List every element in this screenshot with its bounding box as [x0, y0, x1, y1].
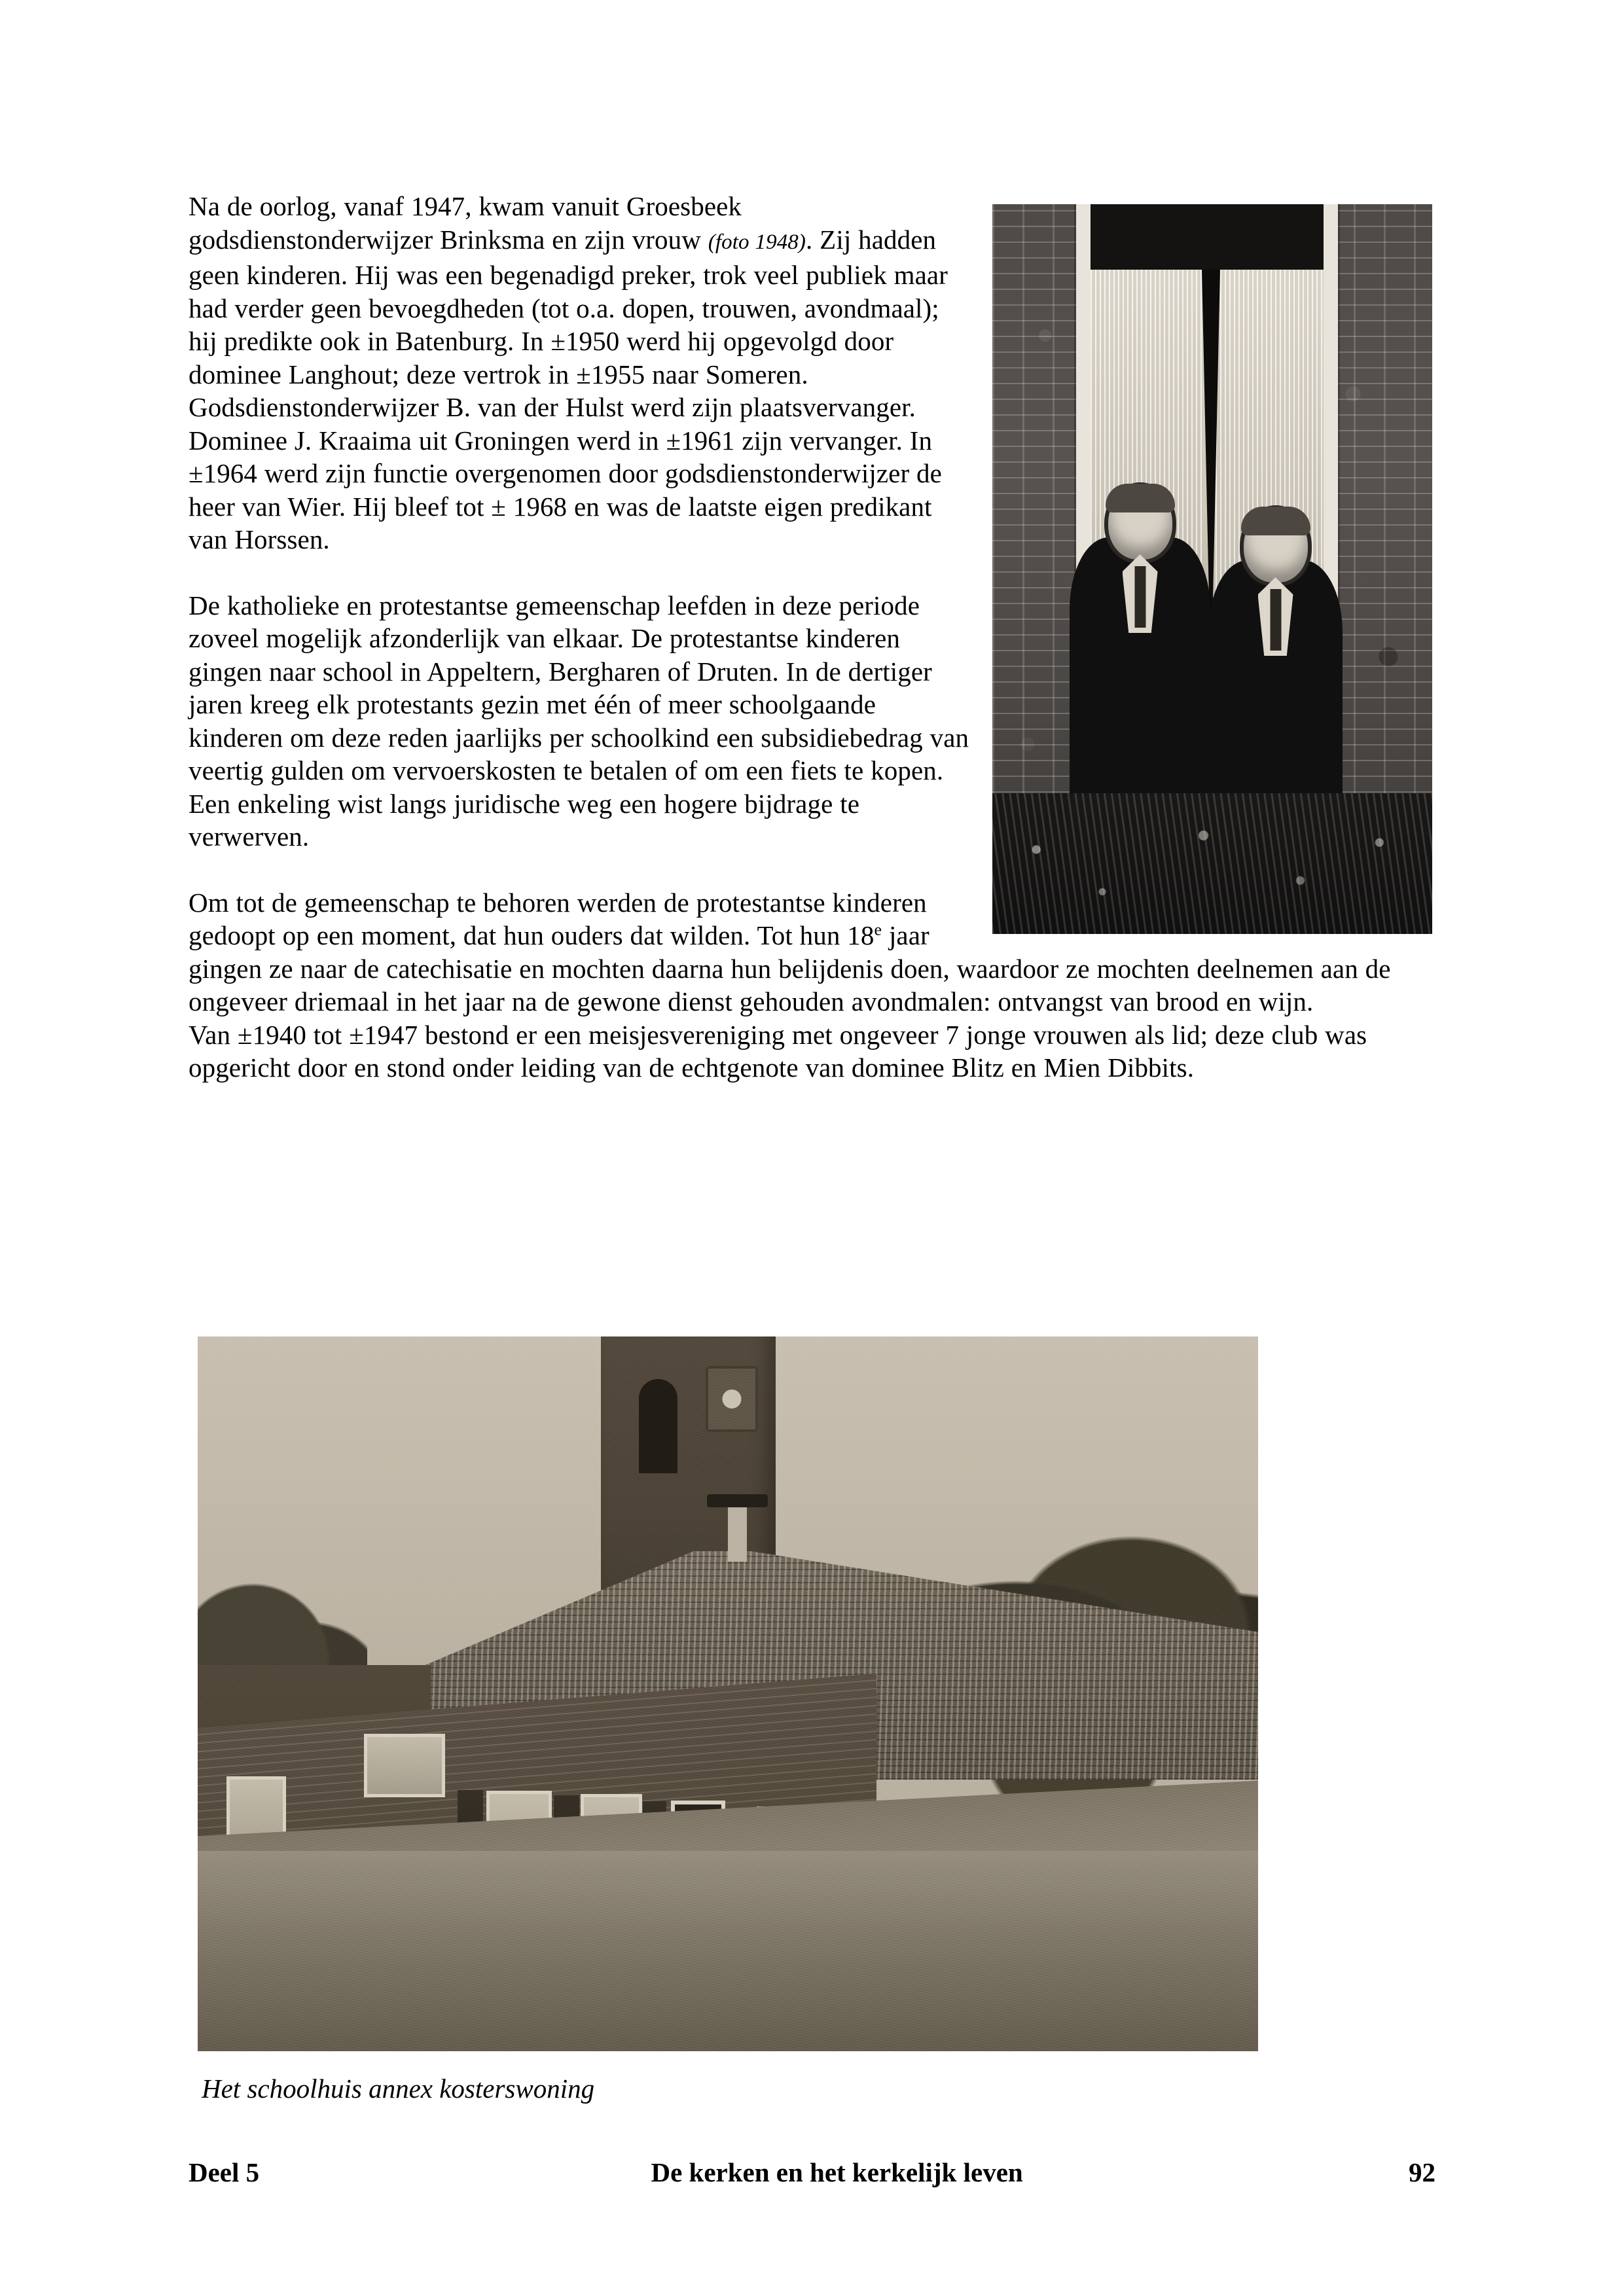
- footer-page-number: 92: [1408, 2157, 1435, 2187]
- person-man-head: [1244, 509, 1308, 583]
- person-woman-head: [1108, 486, 1172, 560]
- paragraph-3-before-sup: Om tot de gemeenschap te behoren werden de protestantse kinderen gedoopt op een moment, dat hun ouders dat wilden. Tot hun 18: [189, 887, 927, 950]
- figure-schoolhouse-caption: Het schoolhuis annex kosterswoning: [202, 2073, 595, 2104]
- person-woman-hair: [1106, 484, 1175, 512]
- paragraph-1-lead: Na de oorlog, vanaf 1947, kwam vanuit Groesbeek godsdienstonderwijzer Brinksma en zijn vrouw: [189, 191, 742, 255]
- paragraph-2: De katholieke en protestantse gemeenschap leefden in deze periode zoveel mogelijk afzonderlijk van elkaar. De protestantse kinderen gingen naar school in Appeltern, Bergharen of Druten. In de dertiger jaren kreeg elk protestants gezin met één of meer schoolgaande kinderen om deze reden jaarlijks per schoolkind een subsidiebedrag van veertig gulden om vervoerskosten te betalen of om een fiets te kopen. Een enkeling wist langs juridische weg een hogere bijdrage te verwerven.: [189, 590, 969, 852]
- footer-chapter-title: De kerken en het kerkelijk leven: [651, 2157, 1023, 2187]
- foreground-vegetation: [992, 793, 1432, 934]
- page-content: [189, 190, 1432, 1085]
- schoolhouse-image: [198, 1336, 1258, 2051]
- photo-year-note: (foto 1948): [708, 230, 806, 254]
- footer-part-label: Deel 5: [189, 2157, 260, 2187]
- paragraph-4: Van ±1940 tot ±1947 bestond er een meisjesvereniging met ongeveer 7 jonge vrouwen als lid; deze club was opgericht door en stond onder leiding van de echtgenote van dominee Blitz en Mien Dibbits.: [189, 1019, 1367, 1083]
- ordinal-superscript: e: [874, 920, 882, 939]
- page-footer: [189, 2157, 1435, 2188]
- window-transom: [1091, 204, 1324, 278]
- sepia-tone-overlay: [198, 1336, 1258, 2051]
- figure-couple-photo: [992, 204, 1432, 934]
- person-woman-tie: [1134, 566, 1146, 628]
- figure-schoolhouse-photo: [198, 1336, 1258, 2051]
- paragraph-3-after-sup: jaar gingen ze naar de catechisatie en mochten daarna hun belijdenis doen, waardoor ze mochten deelnemen aan de ongeveer driemaal in het jaar na de gewone dienst gehouden avondmalen: ontvangst van brood en wijn.: [189, 920, 1391, 1016]
- person-man-hair: [1241, 507, 1310, 535]
- person-man-tie: [1270, 589, 1281, 651]
- paragraph-1-rest: . Zij hadden geen kinderen. Hij was een begenadigd preker, trok veel publiek maar had verder geen bevoegdheden (tot o.a. dopen, trouwen, avondmaal); hij predikte ook in Batenburg. In ±1950 werd hij opgevolgd door dominee Langhout; deze vertrok in ±1955 naar Someren. Godsdienstonderwijzer B. van der Hulst werd zijn plaatsvervanger. Dominee J. Kraaima uit Groningen werd in ±1961 zijn vervanger. In ±1964 werd zijn functie overgenomen door godsdienstonderwijzer de heer van Wier. Hij bleef tot ± 1968 en was de laatste eigen predikant van Horssen.: [189, 224, 948, 554]
